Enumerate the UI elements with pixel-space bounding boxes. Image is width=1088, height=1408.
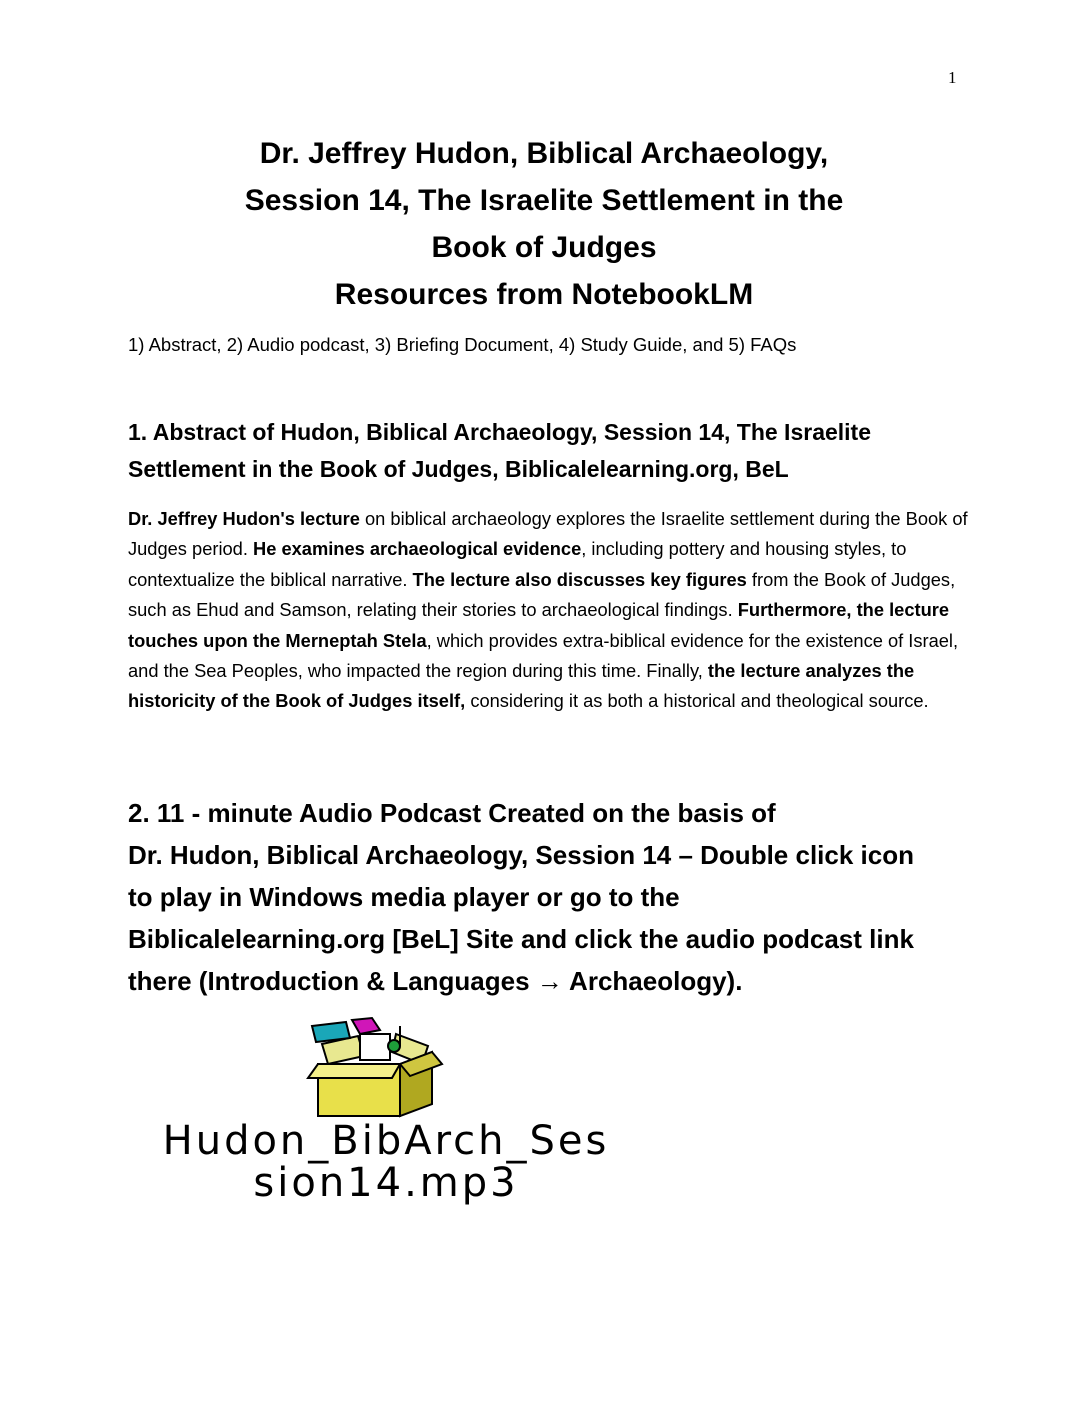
abstract-text-1: on biblical archaeology explores the Israelite settlement during the Book of Judges period. — [128, 508, 968, 560]
abstract-text-2: , including pottery and housing styles, to contextualize the biblical narrative. — [128, 538, 907, 590]
title-line-3: Book of Judges — [431, 231, 657, 264]
right-arrow-icon: → — [536, 966, 563, 996]
file-name-line-2: sion14.mp3 — [253, 1160, 519, 1206]
abstract-bold-4: Furthermore, the lecture touches upon the Merneptah Stela — [128, 599, 950, 651]
abstract-text-5: considering it as both a historical and theological source. — [465, 690, 929, 712]
abstract-text-3: from the Book of Judges, such as Ehud and Samson, relating their stories to archaeological findings. — [128, 568, 956, 621]
resource-list: 1) Abstract, 2) Audio podcast, 3) Briefing Document, 4) Study Guide, and 5) FAQs — [128, 334, 797, 355]
page-number: 1 — [948, 68, 957, 87]
package-icon[interactable] — [300, 1016, 450, 1120]
section-2-line-5-end: Archaeology). — [562, 966, 743, 996]
abstract-paragraph — [128, 504, 988, 717]
abstract-text-4: , which provides extra-biblical evidence for the existence of Israel, and the Sea Peoples, who impacted the region during this time. Finally, — [128, 629, 959, 682]
file-name-line-1: Hudon_BibArch_Ses — [162, 1118, 610, 1164]
section-2-line-4: Biblicalelearning.org [BeL] Site and click the audio podcast link — [128, 924, 914, 954]
section-2-line-5-start: there (Introduction & Languages — [128, 966, 537, 996]
section-2-line-2: Dr. Hudon, Biblical Archaeology, Session 14 – Double click icon — [128, 840, 914, 870]
section-2-line-1: 2. 11 - minute Audio Podcast Created on the basis of — [128, 798, 776, 828]
section-2-line-5 — [128, 960, 988, 1002]
title-line-2: Session 14, The Israelite Settlement in the — [244, 184, 844, 217]
audio-file-name[interactable] — [126, 1120, 646, 1204]
abstract-bold-5: the lecture analyzes the historicity of the Book of Judges itself, — [128, 660, 915, 712]
abstract-bold-2: He examines archaeological evidence — [253, 538, 582, 560]
title-line-4: Resources from NotebookLM — [334, 278, 754, 311]
section-2-heading — [128, 792, 988, 1002]
abstract-bold-1: Dr. Jeffrey Hudon's lecture — [128, 508, 360, 529]
section-1-heading: 1. Abstract of Hudon, Biblical Archaeology, Session 14, The Israelite Settlement in the Book of Judges, Biblicalelearning.org, BeL — [128, 419, 872, 482]
title-line-1: Dr. Jeffrey Hudon, Biblical Archaeology, — [259, 137, 829, 170]
section-2-line-3: to play in Windows media player or go to the — [128, 882, 680, 912]
document-title — [100, 130, 988, 318]
abstract-bold-3: The lecture also discusses key figures — [412, 568, 747, 590]
